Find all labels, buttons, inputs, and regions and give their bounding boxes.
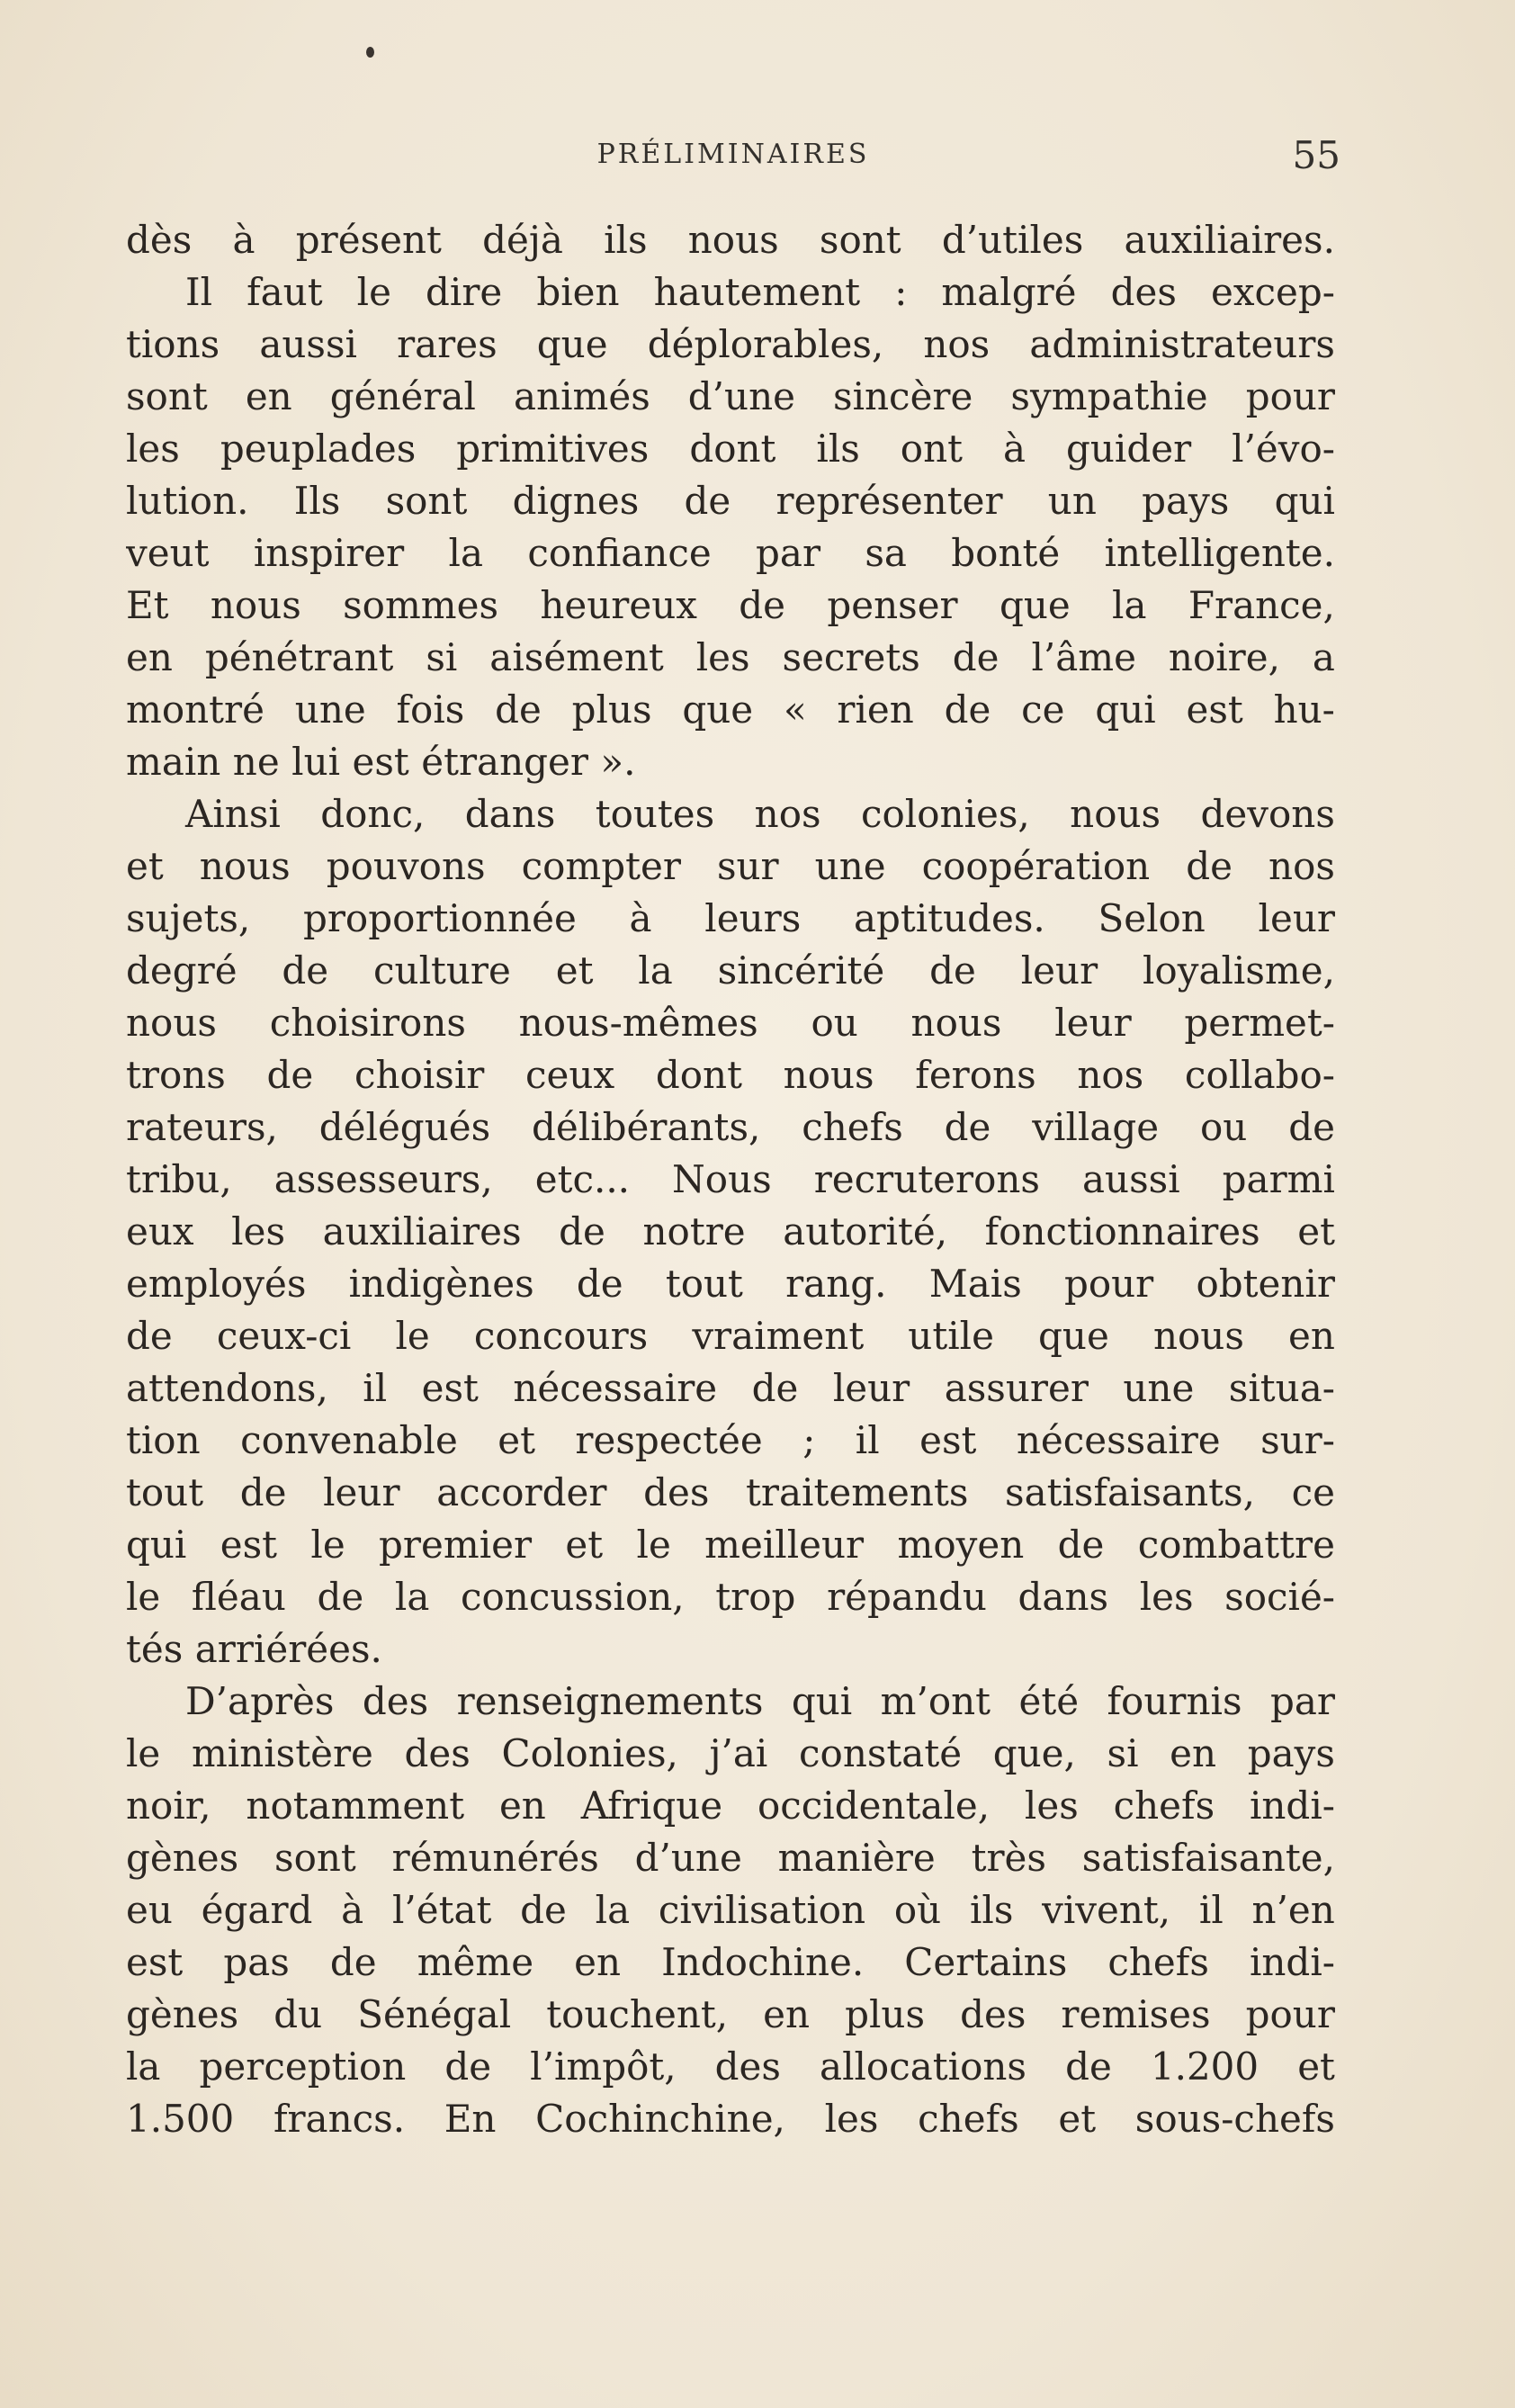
text-line: 1.500 francs. En Cochinchine, les chefs et sous-chefs [126, 2097, 1335, 2141]
text-line: dès à présent déjà ils nous sont d’utiles auxiliaires. [126, 218, 1335, 262]
text-line: Il faut le dire bien hautement : malgré des excep- [185, 270, 1335, 314]
text-line: les peuplades primitives dont ils ont à guider l’évo- [126, 427, 1335, 471]
text-line: est pas de même en Indochine. Certains chefs indi- [126, 1940, 1335, 1984]
text-line: attendons, il est nécessaire de leur assurer une situa- [126, 1366, 1335, 1410]
text-line: rateurs, délégués délibérants, chefs de village ou de [126, 1105, 1335, 1149]
page-number: 55 [1292, 133, 1340, 177]
text-line: en pénétrant si aisément les secrets de l’âme noire, a [126, 635, 1335, 679]
ink-speck [366, 47, 374, 58]
text-line: tions aussi rares que déplorables, nos administrateurs [126, 322, 1335, 366]
text-line: veut inspirer la confiance par sa bonté intelligente. [126, 531, 1335, 575]
text-line: sujets, proportionnée à leurs aptitudes. Selon leur [126, 896, 1335, 940]
running-head: PRÉLIMINAIRES [596, 139, 870, 170]
text-line: noir, notamment en Afrique occidentale, les chefs indi- [126, 1784, 1335, 1828]
text-line: tribu, assesseurs, etc... Nous recruterons aussi parmi [126, 1157, 1335, 1201]
text-line: qui est le premier et le meilleur moyen de combattre [126, 1523, 1335, 1567]
text-line: tout de leur accorder des traitements satisfaisants, ce [126, 1470, 1335, 1514]
text-line: eux les auxiliaires de notre autorité, fonctionnaires et [126, 1209, 1335, 1253]
text-line: tion convenable et respectée ; il est nécessaire sur- [126, 1418, 1335, 1462]
text-line: tés arriérées. [126, 1627, 382, 1671]
text-line: degré de culture et la sincérité de leur loyalisme, [126, 948, 1335, 993]
text-line: lution. Ils sont dignes de représenter un pays qui [126, 479, 1335, 523]
text-line: Et nous sommes heureux de penser que la France, [126, 583, 1335, 627]
text-line: le fléau de la concussion, trop répandu dans les socié- [126, 1575, 1335, 1619]
page-header [126, 133, 1340, 180]
body-text [126, 214, 1335, 2145]
text-line: la perception de l’impôt, des allocations de 1.200 et [126, 2044, 1335, 2089]
text-line: employés indigènes de tout rang. Mais pour obtenir [126, 1262, 1335, 1306]
text-line: montré une fois de plus que « rien de ce qui est hu- [126, 687, 1335, 732]
text-line: Ainsi donc, dans toutes nos colonies, nous devons [185, 792, 1335, 836]
text-line: de ceux-ci le concours vraiment utile que nous en [126, 1314, 1335, 1358]
text-line: sont en général animés d’une sincère sympathie pour [126, 374, 1335, 418]
text-line: eu égard à l’état de la civilisation où ils vivent, il n’en [126, 1888, 1335, 1932]
text-line: nous choisirons nous-mêmes ou nous leur permet- [126, 1001, 1335, 1045]
text-line: trons de choisir ceux dont nous ferons nos collabo- [126, 1053, 1335, 1097]
text-line: main ne lui est étranger ». [126, 740, 636, 784]
text-line: le ministère des Colonies, j’ai constaté que, si en pays [126, 1731, 1335, 1775]
text-line: gènes sont rémunérés d’une manière très satisfaisante, [126, 1836, 1335, 1880]
text-line: et nous pouvons compter sur une coopération de nos [126, 844, 1335, 888]
text-line: gènes du Sénégal touchent, en plus des remises pour [126, 1992, 1335, 2036]
text-line: D’après des renseignements qui m’ont été fournis par [185, 1679, 1335, 1723]
